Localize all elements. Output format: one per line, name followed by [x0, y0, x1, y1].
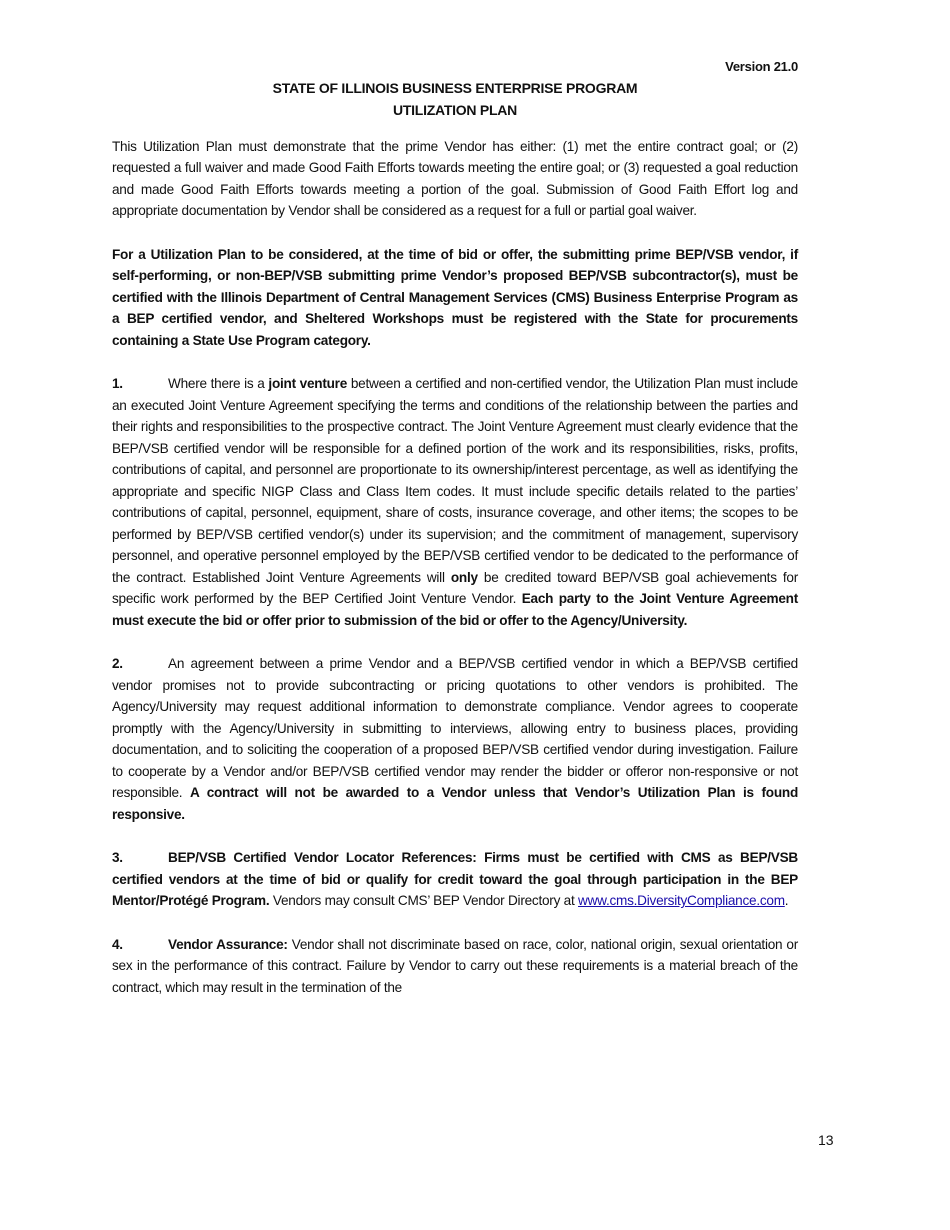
item-number: 2. [112, 656, 123, 671]
item-bold-text: BEP/VSB Certified Vendor Locator References: Firms must be certified with CMS as BEP/VSB certified vendors at the time of bid or qualify for credit toward the goal through participation in the BEP Mentor/Protégé Program. [112, 850, 798, 908]
diversity-compliance-link[interactable]: www.cms.DiversityCompliance.com [578, 893, 785, 908]
title-line-1: STATE OF ILLINOIS BUSINESS ENTERPRISE PROGRAM [272, 79, 638, 96]
item-text: . [784, 893, 789, 908]
page-number: 13 [818, 1132, 834, 1148]
item-bold-text: A contract will not be awarded to a Vendor unless that Vendor’s Utilization Plan is found responsive. [112, 785, 798, 822]
item-number: 4. [112, 936, 123, 952]
item-1-joint-venture [112, 373, 798, 631]
item-text: be credited toward BEP/VSB goal achievements for specific work performed by the BEP Certified Joint Venture Vendor. [112, 569, 798, 606]
item-2-agreement [112, 653, 798, 825]
item-4-vendor-assurance [112, 934, 798, 999]
item-bold-text: only [450, 569, 478, 585]
requirement-text: For a Utilization Plan to be considered, at the time of bid or offer, the submitting prime BEP/VSB vendor, if self-performing, or non-BEP/VSB submitting prime Vendor’s proposed BEP/VSB subcontractor(s), must be certified with the Illinois Department of Central Management Services (CMS) Business Enterprise Program as a BEP certified vendor, and Sheltered Workshops must be registered with the State for procurements containing a State Use Program category. [112, 246, 798, 348]
item-text: Where there is a [168, 376, 269, 391]
intro-paragraph: This Utilization Plan must demonstrate that the prime Vendor has either: (1) met the entire contract goal; or (2) requested a full waiver and made Good Faith Efforts towards meeting the entire goal; or (3) requested a goal reduction and made Good Faith Efforts towards meeting a portion of the goal. Submission of Good Faith Effort log and appropriate documentation by Vendor shall be considered as a request for a full or partial goal waiver. [112, 138, 798, 218]
version-label: Version 21.0 [725, 59, 798, 74]
item-text: An agreement between a prime Vendor and a BEP/VSB certified vendor in which a BEP/VSB certified vendor promises not to provide subcontracting or pricing quotations to other vendors is prohibited. The Agency/University may request additional information to demonstrate compliance. Vendor agrees to cooperate promptly with the Agency/University in submitting to interviews, allowing entry to business places, providing documentation, and to soliciting the cooperation of a proposed BEP/VSB certified vendor during investigation. Failure to cooperate by a Vendor and/or BEP/VSB certified vendor may render the bidder or offeror non-responsive or not responsible. [112, 656, 798, 800]
item-bold-text: joint venture [268, 376, 348, 391]
item-number: 1. [112, 376, 123, 391]
item-bold-text: Each party to the Joint Venture Agreement must execute the bid or offer prior to submission of the bid or offer to the Agency/University. [112, 591, 799, 628]
item-number: 3. [112, 850, 123, 865]
item-bold-text: Vendor Assurance: [168, 936, 288, 952]
requirement-paragraph [112, 244, 798, 352]
item-text: Vendors may consult CMS’ BEP Vendor Directory at [269, 893, 579, 908]
document-title [112, 77, 798, 121]
document-page [112, 56, 798, 1020]
title-line-2: UTILIZATION PLAN [392, 101, 518, 118]
item-text: Vendor shall not discriminate based on race, color, national origin, sexual orientation or sex in the performance of this contract. Failure by Vendor to carry out these requirements is a material breach of the contract, which may result in the termination of the [112, 936, 798, 995]
item-3-vendor-locator [112, 847, 798, 912]
item-text: between a certified and non-certified vendor, the Utilization Plan must include an executed Joint Venture Agreement specifying the terms and conditions of the relationship between the parties and their rights and responsibilities to the prospective contract. The Joint Venture Agreement must clearly evidence that the BEP/VSB certified vendor will be responsible for a defined portion of the work and its responsibilities, risks, profits, contributions of capital, and personnel are proportionate to its ownership/interest percentage, as well as identifying the appropriate and specific NIGP Class and Class Item codes. It must include specific details related to the parties’ contributions of capital, personnel, equipment, share of costs, insurance coverage, and other items; the scopes to be performed by BEP/VSB certified vendor(s) under its supervision; and the commitment of management, supervisory personnel, and operative personnel employed by the BEP/VSB certified vendor to be dedicated to the performance of the contract. Established Joint Venture Agreements will [112, 376, 798, 585]
